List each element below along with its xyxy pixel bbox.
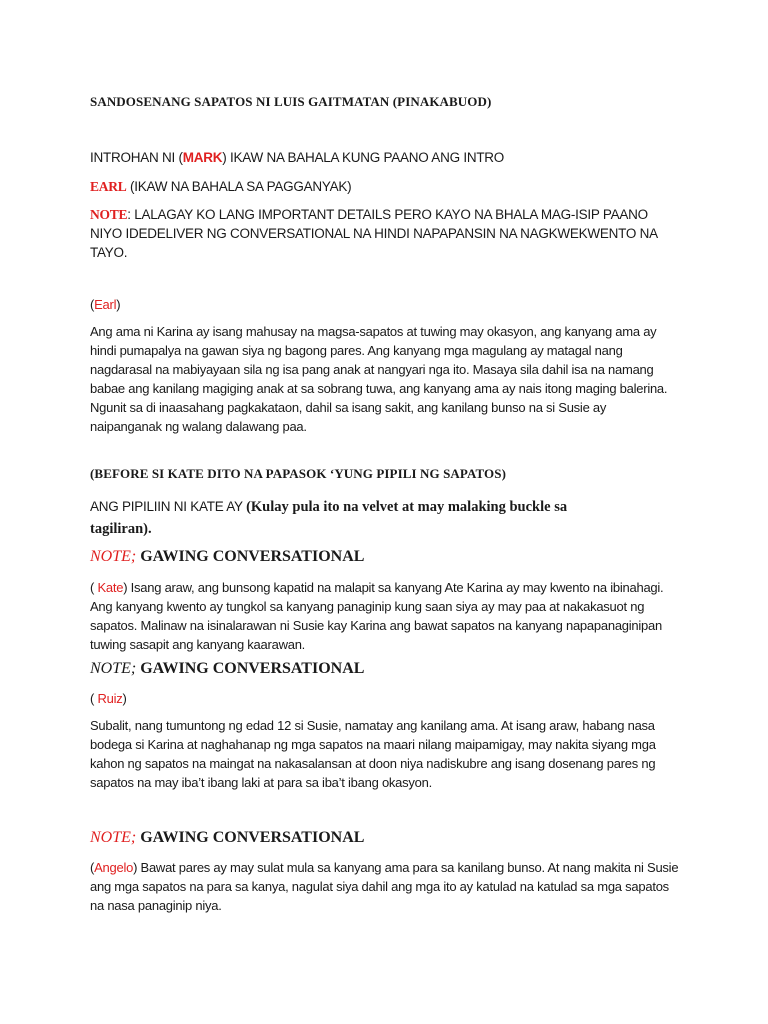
note-label-2: NOTE; <box>90 660 137 677</box>
speaker-tag-earl: (Earl) <box>90 297 121 312</box>
note-text: : LALAGAY KO LANG IMPORTANT DETAILS PERO KAYO NA BHALA MAG-ISIP PAANO NIYO IDEDELIVER NG CONVERSATIONAL NA HINDI NAPAPANSIN NA NAGKWEKWENTO NA TAYO. <box>90 207 658 260</box>
note-label-1: NOTE; <box>90 548 137 565</box>
pipiliin-prefix: ANG PIPILIIN NI KATE AY <box>90 499 247 514</box>
paragraph-earl: Ang ama ni Karina ay isang mahusay na magsa-sapatos at tuwing may okasyon, ang kanyang ama ay hindi pumapalya na gawan siya ng bagong pares. Ang kanyang mga magulang ay matagal nang nagdarasal na mabiyayaan sila ng isa pang anak at nangyari nga ito. Masaya sila dahil isa na namang babae ang kanilang magiging anak at sa sobrang tuwa, ang kanyang ama ay nais itong maging balerina. Ngunit sa di inaasahang pagkakataon, dahil sa isang sakit, ang kanilang bunso na si Susie ay naipanganak ng walang dalawang paa. <box>90 324 668 434</box>
earl-text: (IKAW NA BAHALA SA PAGGANYAK) <box>126 179 352 194</box>
note-conversational-2 <box>90 659 690 679</box>
speaker-earl: Earl <box>94 297 117 312</box>
paragraph-kate: ( Kate) Isang araw, ang bunsong kapatid na malapit sa kanyang Ate Karina ay may kwento na ibinahagi. Ang kanyang kwento ay tungkol sa kanyang panaginip kung saan siya ay may paa at nakakasuot ng sapatos. Malinaw na isinalarawan ni Susie kay Karina ang bawat sapatos na kanyang napapanaginipan tuwing sasapit ang kanyang kaarawan. <box>90 580 664 652</box>
gawing-text-3: GAWING CONVERSATIONAL <box>136 829 365 846</box>
gawing-text-2: GAWING CONVERSATIONAL <box>136 660 365 677</box>
note-line <box>90 205 665 262</box>
pipiliin-bold-1: (Kulay pula ito na velvet at may malaking buckle sa <box>246 499 568 515</box>
note-conversational-1 <box>90 547 690 567</box>
speaker-tag-ruiz: ( Ruiz) <box>90 691 127 706</box>
earl-line <box>90 177 690 196</box>
intro-prefix: INTROHAN NI ( <box>90 150 183 165</box>
speaker-angelo: Angelo <box>94 860 134 875</box>
pipiliin-line <box>90 496 690 540</box>
speaker-kate: Kate <box>97 580 124 595</box>
note-label-3: NOTE; <box>90 829 137 846</box>
speaker-ruiz: Ruiz <box>97 691 123 706</box>
gawing-text-1: GAWING CONVERSATIONAL <box>136 548 365 565</box>
paragraph-angelo: (Angelo) Bawat pares ay may sulat mula sa kanyang ama para sa kanilang bunso. At nang makita ni Susie ang mga sapatos na para sa kanya, nagulat siya dahil ang mga ito ay katulad na katulad sa mga sapatos na nasa panaginip niya. <box>90 860 679 913</box>
before-kate-heading: (BEFORE SI KATE DITO NA PAPASOK ‘YUNG PIPILI NG SAPATOS) <box>90 466 506 481</box>
note-label: NOTE <box>90 207 128 222</box>
pipiliin-bold-2: tagiliran). <box>90 521 152 537</box>
intro-suffix: ) IKAW NA BAHALA KUNG PAANO ANG INTRO <box>222 150 505 165</box>
intro-name-mark: MARK <box>182 150 223 165</box>
earl-name: EARL <box>90 179 127 194</box>
intro-line <box>90 148 690 167</box>
note-conversational-3 <box>90 828 690 848</box>
document-title: SANDOSENANG SAPATOS NI LUIS GAITMATAN (PINAKABUOD) <box>90 94 492 109</box>
paragraph-ruiz: Subalit, nang tumuntong ng edad 12 si Susie, namatay ang kanilang ama. At isang araw, habang nasa bodega si Karina at naghahanap ng mga sapatos na maari nilang maipamigay, may nakita siyang mga kahon ng sapatos na maingat na nakasalansan at doon niya nadiskubre ang isang dosenang pares ng sapatos na may iba’t ibang laki at para sa iba’t ibang okasyon. <box>90 718 656 790</box>
